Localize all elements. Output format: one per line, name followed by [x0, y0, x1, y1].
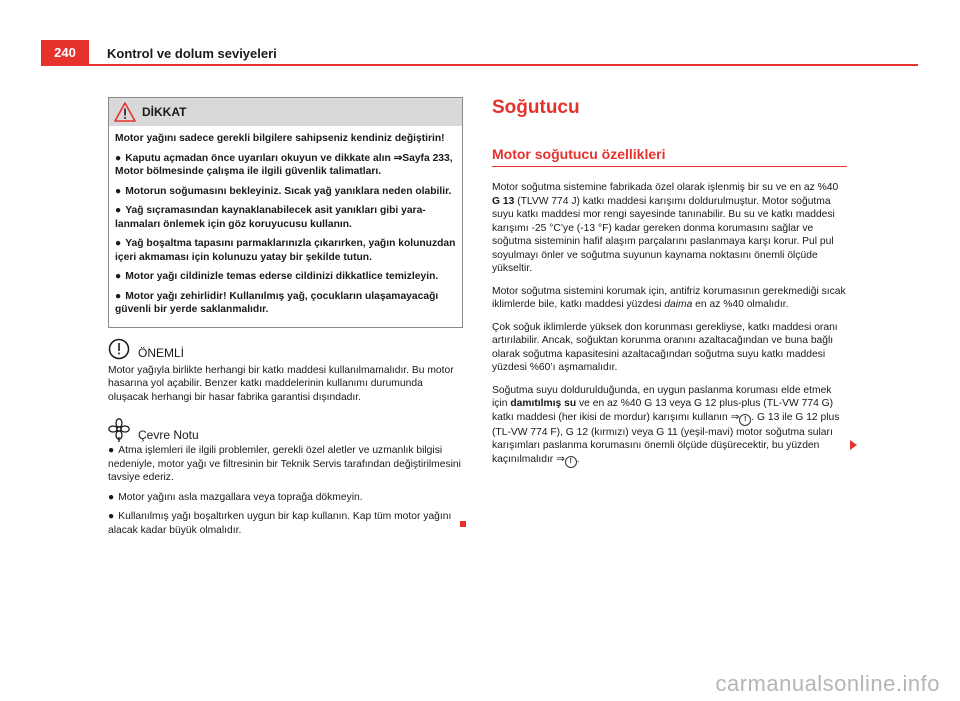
warning-item: ● Yağ sıçramasından kaynaklanabilecek asit yanıkları gibi yaralanmaları önlemek için göz koruyucusu kullanın.: [115, 205, 426, 230]
section-end-marker: [460, 521, 466, 527]
paragraph: Soğutma suyu doldurulduğunda, en uygun paslanma koruması elde etmek için damıtılmış su ve en az %40 G 13 veya G 12 plus-plus (TL-VW 774 G) katkı maddesi (her ikisi de mordur) karışımı kullanın ⇒ ! . G 13 ile G 12 plus (TL-VW 774 F), G 12 (kırmızı) veya G 11 (yeşil-mavi) motor soğutma suları karışımları paslanma korumasını önemli ölçüde düşürecektir, bu yüzden kaçınılmalıdır ⇒ ! .: [492, 384, 847, 468]
environment-body: [108, 444, 463, 537]
paragraph: Çok soğuk iklimlerde yüksek don korunması gerekliyse, katkı maddesi oranı artırılabilir. Ancak, soğuktan korunma oranını azaltacağından ve buna bağlı olarak soğutma kapasitesini azaltacağından soğutma suyu katkı maddesi yüzdesi %60’ı aşmamalıdır.: [492, 321, 838, 373]
header-rule: [89, 64, 918, 66]
environment-item: ● Motor yağını asla mazgallara veya toprağa dökmeyin.: [108, 491, 363, 503]
bullet-icon: ●: [108, 445, 115, 456]
right-column: [492, 97, 847, 477]
paragraph: Motor soğutma sistemine fabrikada özel olarak işlenmiş bir su ve en az %40 G 13 (TLVW 774 J) katkı maddesi karışımı doldurulmuştur. Motor soğutma suyu katkı maddesi mor rengi sayesinde tanınabilir. Bu su ve katkı maddesi karışımı -25 °C’ye (-13 °F) kadar gereken donma korumasını sağlar ve soğutma sisteminin hafif alaşım parçalarını paslanmaya karşı korur. Pul pul soyulmayı önler ve soğutma suyunun kaynama noktasını önemli ölçüde yükseltir.: [492, 182, 839, 274]
warning-item: ● Motor yağı zehirlidir! Kullanılmış yağ, çocukların ulaşamayacağı güvenli bir yerde saklanmalıdır.: [115, 290, 439, 315]
watermark: carmanualsonline.info: [715, 671, 940, 696]
important-header: [108, 338, 463, 364]
section-heading: Soğutucu: [492, 97, 580, 118]
warning-box: [108, 97, 463, 328]
warning-item: ● Kaputu açmadan önce uyarıları okuyun ve dikkate alın ⇒Sayfa 233, Motor bölmesinde çalışma ile ilgili güvenlik talimatları.: [115, 152, 453, 177]
bullet-icon: ●: [108, 511, 115, 522]
warning-body: [109, 126, 462, 327]
important-circle-icon: [108, 338, 130, 360]
bullet-icon: ●: [115, 271, 122, 282]
environment-item: ● Kullanılmış yağı boşaltırken uygun bir kap kullanın. Kap tüm motor yağını alacak kadar büyük olmalıdır.: [108, 511, 452, 536]
bullet-icon: ●: [108, 491, 115, 503]
important-text: Motor yağıyla birlikte herhangi bir katkı maddesi kullanılmamalıdır. Bu motor hasarına yol açabilir. Benzer katkı maddelerinin kullanımı durumunda oluşacak herhangi bir hasar fabrika garantisi dışındadır.: [108, 364, 454, 403]
section-subheading: Motor soğutucu özellikleri: [492, 146, 847, 167]
warning-item: ● Motorun soğumasını bekleyiniz. Sıcak yağ yanıklara neden olabilir.: [115, 185, 452, 197]
warning-item: ● Yağ boşaltma tapasını parmaklarınızla çıkarırken, yağın kolunuzdan içeri akmaması için kolunuzu yatay bir şekilde tutun.: [115, 238, 456, 263]
environment-header: [108, 418, 463, 444]
warning-header: [109, 98, 462, 126]
page-number: 240: [41, 40, 89, 66]
warning-title: DİKKAT: [142, 105, 187, 119]
warning-triangle-icon: [114, 102, 136, 122]
page-title: Kontrol ve dolum seviyeleri: [107, 46, 277, 61]
flower-icon: [108, 418, 130, 442]
note-reference-icon[interactable]: !: [739, 414, 751, 426]
warning-item: Motor yağını sadece gerekli bilgilere sahipseniz kendiniz değiştirin!: [115, 133, 445, 144]
bullet-icon: ●: [115, 238, 122, 249]
warning-item: ● Motor yağı cildinizle temas ederse cildinizi dikkatlice temizleyin.: [115, 271, 439, 282]
continue-arrow-icon: [850, 440, 857, 450]
important-title: ÖNEMLİ: [138, 345, 185, 360]
body-text: [492, 181, 847, 468]
bullet-icon: ●: [115, 205, 122, 216]
note-reference-icon[interactable]: !: [565, 456, 577, 468]
paragraph: Motor soğutma sistemini korumak için, antifriz korumasının gerekmediği sıcak iklimlerde bile, katkı maddesi yüzdesi daima en az %40 olmalıdır.: [492, 285, 846, 310]
bullet-icon: ●: [115, 185, 122, 197]
important-body: [108, 364, 463, 405]
environment-item: ● Atma işlemleri ile ilgili problemler, gerekli özel aletler ve uzmanlık bilgisi nedeniyle, motor yağı ve filtresinin bir Teknik Servis tarafından değiştirilmesini tavsiye ederiz.: [108, 445, 461, 483]
environment-title: Çevre Notu: [138, 428, 199, 442]
bullet-icon: ●: [115, 152, 122, 164]
bullet-icon: ●: [115, 290, 122, 302]
left-column: [108, 97, 463, 543]
